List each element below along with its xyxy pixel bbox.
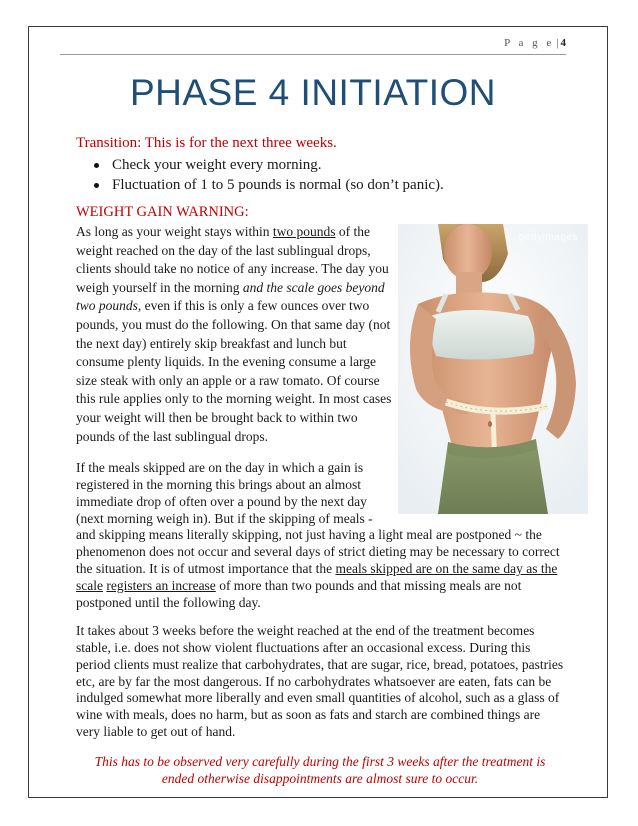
paragraph-skipped-meals-intro: If the meals skipped are on the day in which a gain is registered in the morning this brings about an almost immediate drop of often over a pound by the next day (next morning weigh in). But if the skipping of meals - bbox=[76, 460, 373, 526]
underline-two-pounds: two pounds bbox=[272, 224, 336, 239]
transition-line: Transition: This is for the next three weeks. bbox=[76, 135, 337, 151]
page-header bbox=[60, 36, 566, 55]
woman-measuring-waist-photo bbox=[398, 224, 588, 514]
italic-scale-phrase: and the scale goes beyond two pounds bbox=[76, 279, 385, 314]
bullet-list bbox=[76, 155, 564, 195]
paragraph-weight-gain: As long as your weight stays within two pounds of the weight reached on the day of the last sublingual drops, clients should take no notice of any increase. The day you weigh yourself in the morning and the scale goes beyond two pounds, even if this is only a few ounces over two pounds, you must do the following. On that same day (not the next day) entirely skip breakfast and lunch but consume plenty liquids. In the evening consume a large size steak with only an apple or a raw tomato. Of course this rule applies only to the morning weight. In most cases your weight will then be brought back to within two pounds of the last sublingual drops. bbox=[76, 224, 392, 444]
underline-same-day: meals skipped are on the same day as the scale bbox=[76, 560, 558, 593]
page-separator: | bbox=[556, 37, 559, 49]
underline-registers-increase: registers an increase bbox=[106, 577, 216, 593]
page-number: 4 bbox=[560, 37, 566, 49]
watermark: gettyimages bbox=[518, 232, 578, 243]
paragraph-skipped-meals: If the meals skipped are on the day in which a gain is registered in the morning this brings about an almost immediate drop of often over a pound by the next day (next morning weigh in). But if the skipping of meals - and skipping means literally skipping, not just having a light meal are postponed ~ the phenomenon does not occur and several days of strict dieting may be necessary to correct the situation. It is of utmost importance that the meals skipped are on the same day as the scale registers an increase of more than two pounds and that missing meals are not postponed until the following day. bbox=[76, 460, 560, 610]
paragraph-stabilization: It takes about 3 weeks before the weight reached at the end of the treatment becomes stable, i.e. does not show violent fluctuations after an occasional excess. During this period clients must realize that carbohydrates, that are sugar, rice, bread, potatoes, pastries etc, are by far the most dangerous. If no carbohydrates whatsoever are eaten, fats can be indulged somewhat more liberally and even small quantities of alcohol, such as a glass of wine with meals, does no harm, but as soon as fats and starch are combined things are very liable to get out of hand. bbox=[76, 623, 564, 740]
bullet-item: Check your weight every morning. bbox=[94, 155, 564, 175]
page-label: P a g e bbox=[504, 37, 555, 49]
bullet-item: Fluctuation of 1 to 5 pounds is normal (so don’t panic). bbox=[94, 175, 564, 195]
warning-heading: WEIGHT GAIN WARNING: bbox=[76, 204, 249, 220]
closing-note: This has to be observed very carefully during the first 3 weeks after the treatment is ended otherwise disappointments are almost sure to occur. bbox=[94, 753, 546, 786]
page-title: PHASE 4 INITIATION bbox=[129, 72, 497, 113]
photo-illustration bbox=[398, 224, 588, 514]
